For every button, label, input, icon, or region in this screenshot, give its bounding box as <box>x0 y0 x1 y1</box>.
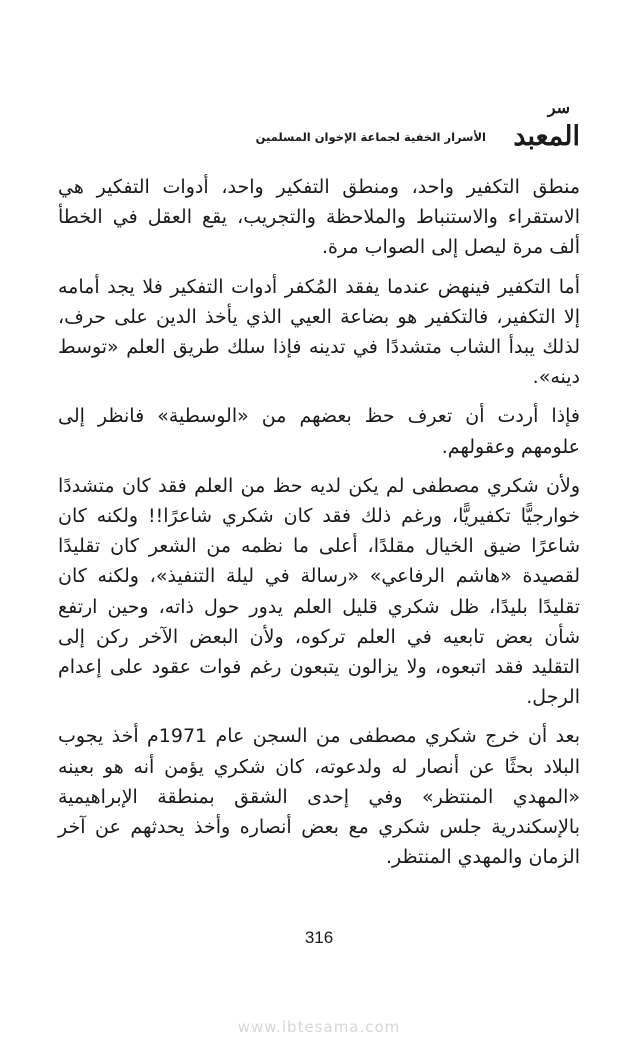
watermark-url: www.ibtesama.com <box>237 1018 401 1036</box>
paragraph: أما التكفير فينهض عندما يفقد المُكفر أدوات التفكير فلا يجد أمامه إلا التكفير، فالتكفير هو بضاعة العيي الذي يأخذ الدين على حرف، لذلك يبدأ الشاب متشددًا في تدينه فإذا سلك طريق العلم «توسط دينه». <box>58 275 580 389</box>
logo-top-word: سر <box>547 98 570 117</box>
paragraph: بعد أن خرج شكري مصطفى من السجن عام 1971م أخذ يجوب البلاد بحثًا عن أنصار له ولدعوته، كان شكري يؤمن أنه هو بعينه «المهدي المنتظر» وفي إحدى الشقق بمنطقة الإبراهيمية بالإسكندرية جلس شكري مع بعض أنصاره وأخذ يحدثهم عن آخر الزمان والمهدي المنتظر. <box>58 725 580 869</box>
book-logo <box>496 100 580 150</box>
logo-main-word: المعبد <box>513 121 580 152</box>
paragraph: فإذا أردت أن تعرف حظ بعضهم من «الوسطية» فانظر إلى علومهم وعقولهم. <box>58 405 580 458</box>
paragraph: ولأن شكري مصطفى لم يكن لديه حظ من العلم فقد كان متشددًا خوارجيًّا تكفيريًّا، ورغم ذلك فقد كان شكري شاعرًا!! ولكنه كان شاعرًا ضيق الخيال مقلدًا، أعلى ما نظمه من الشعر كان تقليدًا لقصيدة «هاشم الرفاعي» «رسالة في ليلة التنفيذ»، ولكنه كان تقليدًا بليدًا، ظل شكري قليل العلم يدور حول ذاته، وحين ارتفع شأن بعض تابعيه في العلم تركوه، ولأن البعض الآخر ركن إلى التقليد فقد اتبعوه، ولا يزالون يتبعون رغم فوات عقود على إعدام الرجل. <box>58 474 580 709</box>
running-header <box>60 100 580 150</box>
page-number: 316 <box>304 928 334 947</box>
paragraph: منطق التكفير واحد، ومنطق التفكير واحد، أدوات التفكير هي الاستقراء والاستنباط والملاحظة والتجريب، يقع العقل في الخطأ ألف مرة ليصل إلى الصواب مرة. <box>58 176 580 259</box>
book-subtitle: الأسرار الخفية لجماعة الإخوان المسلمين <box>255 130 486 144</box>
body-text <box>58 172 580 881</box>
